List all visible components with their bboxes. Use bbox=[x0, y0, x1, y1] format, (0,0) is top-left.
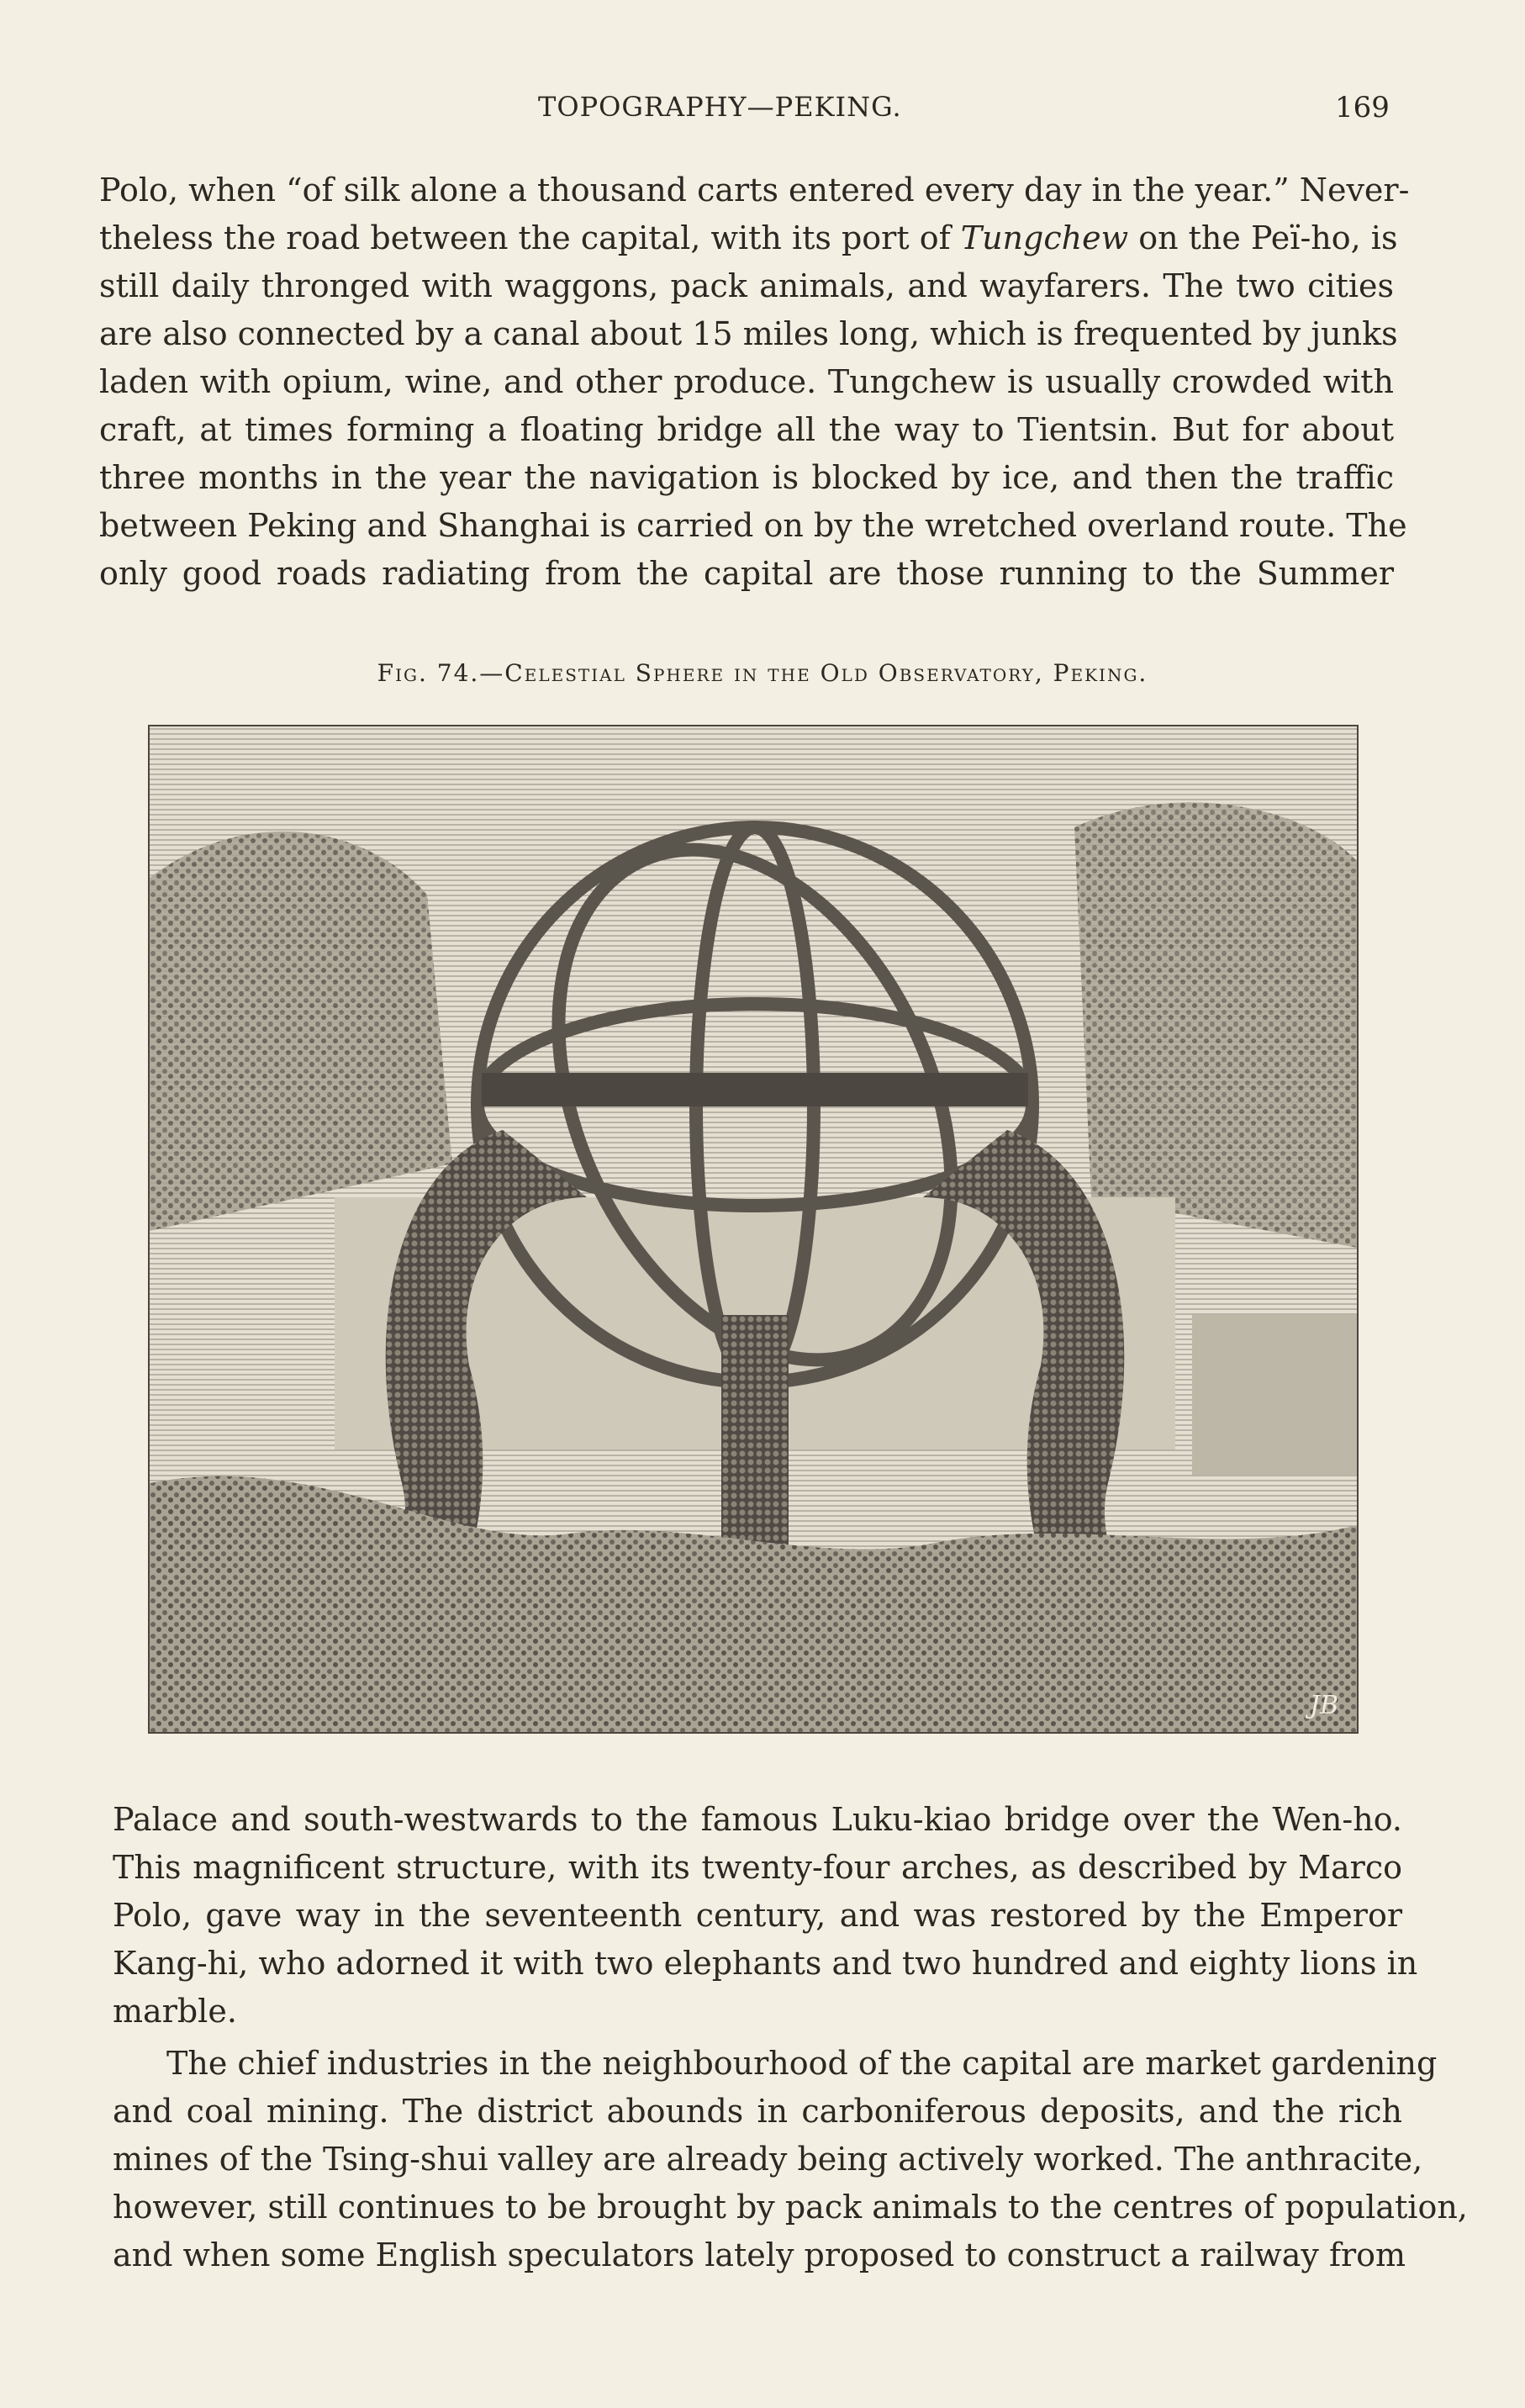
text-line: between Peking and Shanghai is carried on by the wretched overland route. The bbox=[99, 507, 1407, 544]
brick-wall bbox=[1192, 1315, 1357, 1475]
text-line: still daily thronged with waggons, pack animals, and wayfarers. The two cities bbox=[99, 267, 1394, 304]
text-line: Polo, when “of silk alone a thousand carts entered every day in the year.” Never- bbox=[99, 172, 1410, 209]
text-line: only good roads radiating from the capital are those running to the Summer bbox=[99, 555, 1394, 592]
text-line: theless the road between the capital, with its port of Tungchew on the Peï-ho, is bbox=[99, 219, 1398, 256]
paragraph-bottom bbox=[113, 2040, 1468, 2279]
running-title: TOPOGRAPHY—PEKING. bbox=[538, 91, 902, 123]
text-line: Palace and south-westwards to the famous Luku-kiao bridge over the Wen-ho. bbox=[113, 1801, 1402, 1838]
engraving-celestial-sphere bbox=[148, 725, 1359, 1734]
text-line: craft, at times forming a floating bridge all the way to Tientsin. But for about bbox=[99, 411, 1394, 448]
text-line: The chief industries in the neighbourhood of the capital are market gardening bbox=[166, 2045, 1438, 2082]
engraver-initials: JB bbox=[1309, 1691, 1338, 1720]
horizon-ring bbox=[482, 1073, 1028, 1106]
engraving-illustration bbox=[150, 726, 1357, 1732]
text-line: laden with opium, wine, and other produce. Tungchew is usually crowded with bbox=[99, 363, 1394, 400]
tree-right bbox=[1074, 802, 1357, 1248]
text-line: Polo, gave way in the seventeenth century, and was restored by the Emperor bbox=[113, 1897, 1402, 1934]
page-number: 169 bbox=[1335, 91, 1390, 124]
page-header bbox=[0, 91, 1525, 133]
text-line: mines of the Tsing-shui valley are already being actively worked. The anthracite, bbox=[113, 2141, 1423, 2178]
text-line: marble. bbox=[113, 1993, 237, 2030]
text-line: however, still continues to be brought by pack animals to the centres of population, bbox=[113, 2189, 1468, 2226]
paragraph-middle bbox=[113, 1796, 1418, 2036]
figure-caption: Fig. 74.—Celestial Sphere in the Old Observatory, Peking. bbox=[377, 659, 1148, 687]
text-line: and coal mining. The district abounds in carboniferous deposits, and the rich bbox=[113, 2093, 1402, 2130]
text-line: This magnificent structure, with its twenty-four arches, as described by Marco bbox=[113, 1849, 1402, 1886]
text-line: are also connected by a canal about 15 miles long, which is frequented by junks bbox=[99, 315, 1398, 352]
place-name-italic: Tungchew bbox=[960, 219, 1129, 256]
tree-left bbox=[150, 832, 452, 1231]
text-line: Kang-hi, who adorned it with two elephants and two hundred and eighty lions in bbox=[113, 1945, 1418, 1982]
paragraph-top bbox=[99, 166, 1410, 598]
text-line: three months in the year the navigation is blocked by ice, and then the traffic bbox=[99, 459, 1394, 496]
text-line: and when some English speculators lately proposed to construct a railway from bbox=[113, 2236, 1406, 2273]
